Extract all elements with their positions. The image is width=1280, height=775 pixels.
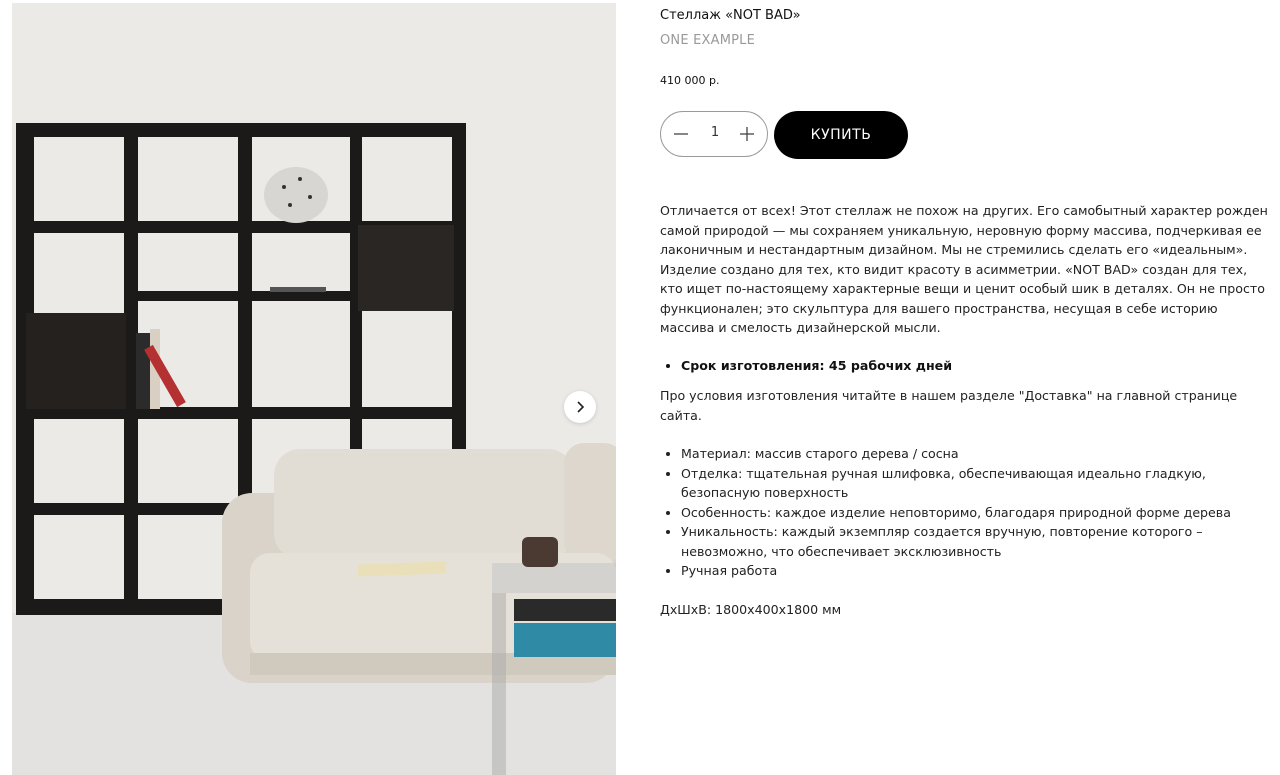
delivery-note: Про условия изготовления читайте в нашем разделе "Доставка" на главной странице сайта.	[660, 388, 1238, 423]
specs-list	[660, 444, 1280, 581]
spec-item: • Особенность: каждое изделие неповторимо, благодаря природной форме дерева	[681, 503, 1280, 523]
production-term: • Срок изготовления: 45 рабочих дней	[681, 356, 1280, 376]
chevron-right-icon	[573, 400, 587, 414]
product-description: Отличается от всех! Этот стеллаж не похож на других. Его самобытный характер рожден самой природой — мы сохраняем уникальную, неровную форму массива, подчеркивая ее лаконичным и нестандартным дизайном. Мы не стремились сделать его «идеальным». Изделие создано для тех, кто видит красоту в асимметрии. «NOT BAD» создан для тех, кто ищет по-настоящему характерные вещи и ценит особый шик в деталях. Он не просто функционален; это скульптура для вашего пространства, несущая в себе историю массива и смелость дизайнерской мысли.	[660, 203, 1268, 335]
product-brand[interactable]: ONE EXAMPLE	[660, 33, 756, 48]
buy-button[interactable]: КУПИТЬ	[774, 111, 908, 159]
minus-icon[interactable]	[671, 124, 691, 144]
product-dimensions: ДхШхВ: 1800х400х1800 мм	[660, 602, 842, 617]
production-term-list	[660, 356, 1280, 376]
product-image-gallery[interactable]	[12, 3, 616, 775]
quantity-input[interactable]	[695, 125, 735, 140]
spec-item: • Ручная работа	[681, 561, 1280, 581]
spec-item: • Отделка: тщательная ручная шлифовка, обеспечивающая идеально гладкую, безопасную поверхность	[681, 464, 1280, 503]
product-price: 410 000 р.	[660, 74, 720, 87]
quantity-stepper	[660, 111, 768, 157]
next-image-button[interactable]	[564, 391, 596, 423]
product-photo	[12, 3, 616, 775]
product-title: Стеллаж «NOT BAD»	[660, 8, 801, 23]
spec-item: • Уникальность: каждый экземпляр создается вручную, повторение которого – невозможно, что обеспечивает эксклюзивность	[681, 522, 1280, 561]
spec-item: • Материал: массив старого дерева / сосна	[681, 444, 1280, 464]
plus-icon[interactable]	[737, 124, 757, 144]
